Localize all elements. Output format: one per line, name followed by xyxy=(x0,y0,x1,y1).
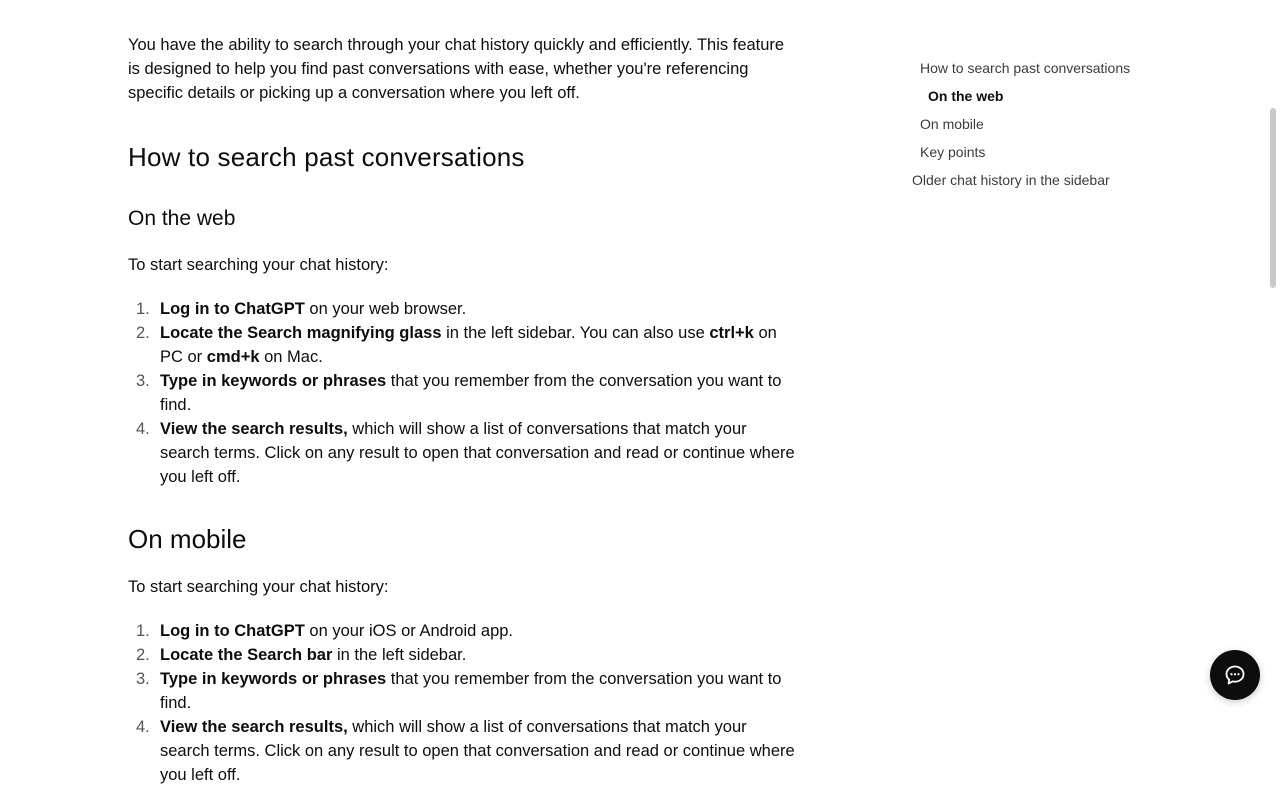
step-number: 3. xyxy=(136,372,150,390)
step-bold: Log in to ChatGPT xyxy=(160,622,305,640)
step-text: on your iOS or Android app. xyxy=(304,622,514,640)
web-lead: To start searching your chat history: xyxy=(128,256,389,274)
step-number: 3. xyxy=(136,670,150,688)
chat-launcher-button[interactable] xyxy=(1210,650,1260,700)
step-bold: Type in keywords or phrases xyxy=(160,372,387,390)
step-text: which will show a list of conversations that match your search terms. Click on any result to open that conversation and read or continue where you left off. xyxy=(160,718,795,784)
step-text: that you remember from the conversation you want to find. xyxy=(160,372,782,414)
step-text: in the left sidebar. xyxy=(332,646,467,664)
intro-paragraph: You have the ability to search through your chat history quickly and efficiently. This feature is designed to help you find past conversations with ease, whether you're referencing specific details or picking up a conversation where you left off. xyxy=(128,36,785,102)
step-text: which will show a list of conversations that match your search terms. Click on any result to open that conversation and read or continue where you left off. xyxy=(160,420,795,486)
chat-bubble-icon xyxy=(1223,663,1247,687)
section-heading-search: How to search past conversations xyxy=(128,142,525,172)
web-steps-list xyxy=(128,297,798,489)
toc-link-key-points[interactable]: Key points xyxy=(920,144,986,160)
step-bold: View the search results, xyxy=(160,420,348,438)
step-bold: Log in to ChatGPT xyxy=(160,300,305,318)
step-number: 4. xyxy=(136,420,150,438)
list-item xyxy=(128,321,798,369)
section-heading-mobile: On mobile xyxy=(128,524,247,554)
step-text: on Mac. xyxy=(259,348,323,366)
list-item xyxy=(128,417,798,489)
step-number: 2. xyxy=(136,646,150,664)
step-bold: Type in keywords or phrases xyxy=(160,670,387,688)
table-of-contents xyxy=(900,54,1160,194)
step-text: in the left sidebar. You can also use xyxy=(441,324,710,342)
step-number: 2. xyxy=(136,324,150,342)
shortcut-pc: ctrl+k xyxy=(709,324,754,342)
list-item xyxy=(128,667,798,715)
step-number: 1. xyxy=(136,622,150,640)
toc-link-older-history[interactable]: Older chat history in the sidebar xyxy=(912,172,1110,188)
step-number: 4. xyxy=(136,718,150,736)
step-text: on your web browser. xyxy=(304,300,467,318)
step-text: on PC or xyxy=(160,324,777,366)
scrollbar-thumb[interactable] xyxy=(1270,108,1276,288)
toc-link-on-web[interactable]: On the web xyxy=(928,88,1004,104)
step-bold: Locate the Search magnifying glass xyxy=(160,324,442,342)
list-item xyxy=(128,369,798,417)
mobile-steps-list xyxy=(128,619,798,787)
toc-link-on-mobile[interactable]: On mobile xyxy=(920,116,984,132)
list-item xyxy=(128,619,798,643)
step-text: that you remember from the conversation you want to find. xyxy=(160,670,782,712)
step-bold: View the search results, xyxy=(160,718,348,736)
step-number: 1. xyxy=(136,300,150,318)
list-item xyxy=(128,297,798,321)
list-item xyxy=(128,715,798,787)
list-item xyxy=(128,643,798,667)
section-heading-web: On the web xyxy=(128,207,236,230)
toc-link-search-past[interactable]: How to search past conversations xyxy=(920,60,1131,76)
article xyxy=(128,33,798,787)
mobile-lead: To start searching your chat history: xyxy=(128,578,389,596)
shortcut-mac: cmd+k xyxy=(206,348,260,366)
step-bold: Locate the Search bar xyxy=(160,646,333,664)
